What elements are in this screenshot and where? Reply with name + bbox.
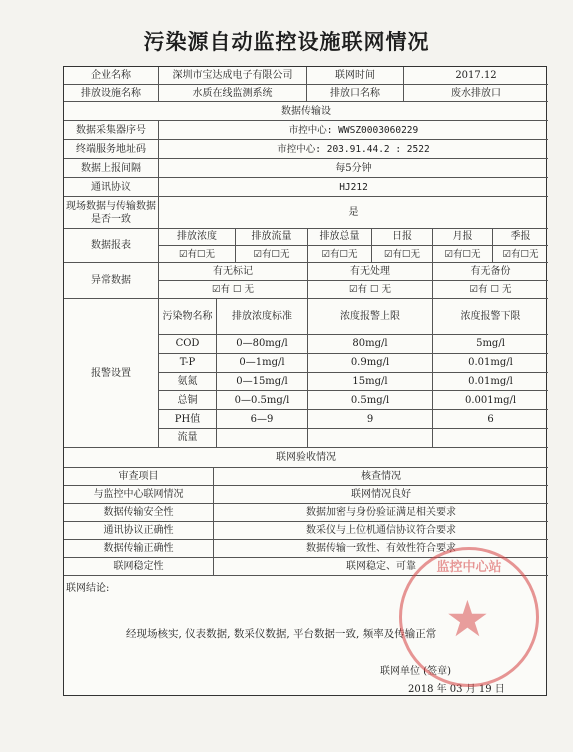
alarm-upper: 0.9mg/l (307, 354, 432, 372)
abnormal-col: 有无标记 (158, 262, 307, 280)
alarm-upper (307, 429, 432, 447)
alarm-row (158, 409, 548, 428)
collector-row (64, 120, 548, 139)
data-transfer-header: 数据传输设 (281, 105, 331, 117)
report-col: 排放总量 (307, 228, 371, 245)
report-options-row (158, 245, 548, 262)
alarm-upper: 9 (307, 410, 432, 428)
acceptance-result: 数采仪与上位机通信协议符合要求 (213, 522, 548, 539)
facility-label: 排放设施名称 (81, 87, 141, 99)
abnormal-option[interactable]: ☑有 ☐ 无 (158, 281, 307, 298)
acceptance-row (64, 539, 548, 557)
abnormal-label: 异常数据 (91, 275, 131, 286)
report-col: 季报 (492, 228, 548, 245)
alarm-row (158, 334, 548, 353)
data-transfer-header-row (64, 101, 548, 120)
acceptance-result: 数据传输一致性、有效性符合要求 (213, 540, 548, 557)
acceptance-item: 与监控中心联网情况 (93, 489, 184, 500)
abnormal-cols-row (158, 262, 548, 280)
alarm-lower: 6 (432, 410, 548, 428)
conclusion-section (64, 575, 548, 697)
abnormal-option[interactable]: ☑有 ☐ 无 (432, 281, 548, 298)
report-option[interactable]: ☑有☐无 (158, 246, 235, 262)
alarm-lower: 0.01mg/l (432, 373, 548, 391)
alarm-standard: 6—9 (216, 410, 307, 428)
acceptance-col-header: 核查情况 (213, 468, 548, 485)
alarm-pollutant: 氨氮 (158, 373, 216, 391)
company-value: 深圳市宝达成电子有限公司 (158, 67, 306, 84)
alarm-lower: 0.01mg/l (432, 354, 548, 372)
report-option[interactable]: ☑有☐无 (492, 246, 548, 262)
net-time-label: 联网时间 (306, 67, 403, 84)
alarm-lower (432, 429, 548, 447)
acceptance-item: 通讯协议正确性 (103, 525, 174, 536)
protocol-label: 通讯协议 (91, 181, 131, 193)
conclusion-label: 联网结论: (66, 583, 110, 594)
acceptance-row (64, 521, 548, 539)
acceptance-item: 数据传输安全性 (103, 507, 174, 518)
report-col: 日报 (371, 228, 432, 245)
alarm-pollutant: T-P (158, 354, 216, 372)
facility-row (64, 84, 548, 101)
alarm-standard (216, 429, 307, 447)
acceptance-header-row (64, 447, 548, 467)
alarm-standard: 0—80mg/l (216, 335, 307, 353)
alarm-row (158, 372, 548, 391)
collector-label: 数据采集器序号 (76, 124, 146, 136)
page-title: 污染源自动监控设施联网情况 (143, 29, 430, 54)
acceptance-item: 联网稳定性 (113, 561, 164, 572)
collector-value: 市控中心: WWSZ0003060229 (158, 121, 548, 139)
acceptance-result: 联网稳定、可靠 (213, 558, 548, 575)
acceptance-row (64, 557, 548, 575)
abnormal-option[interactable]: ☑有 ☐ 无 (307, 281, 432, 298)
alarm-row (158, 353, 548, 372)
alarm-header: 浓度报警上限 (307, 298, 432, 334)
alarm-label: 报警设置 (91, 367, 131, 379)
alarm-header: 浓度报警下限 (432, 298, 548, 334)
company-row (64, 67, 548, 84)
alarm-lower: 5mg/l (432, 335, 548, 353)
server-label: 终端服务地址码 (76, 143, 146, 155)
interval-label: 数据上报间隔 (81, 162, 141, 174)
alarm-upper: 0.5mg/l (307, 391, 432, 409)
acceptance-row (64, 503, 548, 521)
report-option[interactable]: ☑有☐无 (307, 246, 371, 262)
consistency-row (64, 196, 548, 228)
alarm-header-row (158, 298, 548, 334)
report-col: 排放浓度 (158, 228, 235, 245)
acceptance-result: 数据加密与身份验证满足相关要求 (213, 504, 548, 521)
acceptance-result: 联网情况良好 (213, 486, 548, 503)
alarm-pollutant: 总铜 (158, 391, 216, 409)
server-row (64, 139, 548, 158)
alarm-standard: 0—1mg/l (216, 354, 307, 372)
alarm-pollutant: PH值 (158, 410, 216, 428)
alarm-header: 排放浓度标准 (216, 298, 307, 334)
sign-date: 2018 年 03 月 19 日 (408, 684, 505, 695)
alarm-pollutant: 流量 (158, 429, 216, 447)
acceptance-header: 联网验收情况 (276, 452, 336, 463)
acceptance-item: 数据传输正确性 (103, 543, 174, 554)
acceptance-row (64, 485, 548, 503)
alarm-pollutant: COD (158, 335, 216, 353)
net-time-value: 2017.12 (403, 67, 548, 84)
abnormal-col: 有无处理 (307, 262, 432, 280)
report-option[interactable]: ☑有☐无 (235, 246, 307, 262)
alarm-standard: 0—0.5mg/l (216, 391, 307, 409)
consistency-label: 现场数据与传输数据是否一致 (66, 200, 156, 225)
interval-value: 每5分钟 (158, 159, 548, 177)
report-cols-row (158, 228, 548, 245)
outlet-label: 排放口名称 (306, 85, 403, 101)
report-col: 月报 (432, 228, 492, 245)
company-label: 企业名称 (91, 70, 131, 81)
alarm-standard: 0—15mg/l (216, 373, 307, 391)
form-table (63, 66, 547, 696)
alarm-row (158, 428, 548, 447)
alarm-header: 污染物名称 (158, 298, 216, 334)
conclusion-text: 经现场核实, 仪表数据, 数采仪数据, 平台数据一致, 频率及传输正常 (126, 628, 437, 640)
protocol-row (64, 177, 548, 196)
outlet-value: 废水排放口 (403, 85, 548, 101)
interval-row (64, 158, 548, 177)
abnormal-col: 有无备份 (432, 262, 548, 280)
report-col: 排放流量 (235, 228, 307, 245)
acceptance-col-header-row (64, 467, 548, 485)
report-label: 数据报表 (91, 240, 131, 251)
server-value: 市控中心: 203.91.44.2 : 2522 (158, 140, 548, 158)
report-option[interactable]: ☑有☐无 (432, 246, 492, 262)
alarm-upper: 15mg/l (307, 373, 432, 391)
consistency-value: 是 (158, 197, 548, 228)
acceptance-col-header: 审查项目 (118, 471, 159, 482)
stamp-text: 监控中心站 (436, 560, 502, 575)
abnormal-options-row (158, 280, 548, 298)
report-option[interactable]: ☑有☐无 (371, 246, 432, 262)
alarm-row (158, 390, 548, 409)
alarm-upper: 80mg/l (307, 335, 432, 353)
facility-value: 水质在线监测系统 (158, 85, 306, 101)
protocol-value: HJ212 (158, 178, 548, 196)
signer-label: 联网单位 (签章) (380, 666, 451, 677)
alarm-lower: 0.001mg/l (432, 391, 548, 409)
star-icon: ★ (445, 590, 490, 648)
